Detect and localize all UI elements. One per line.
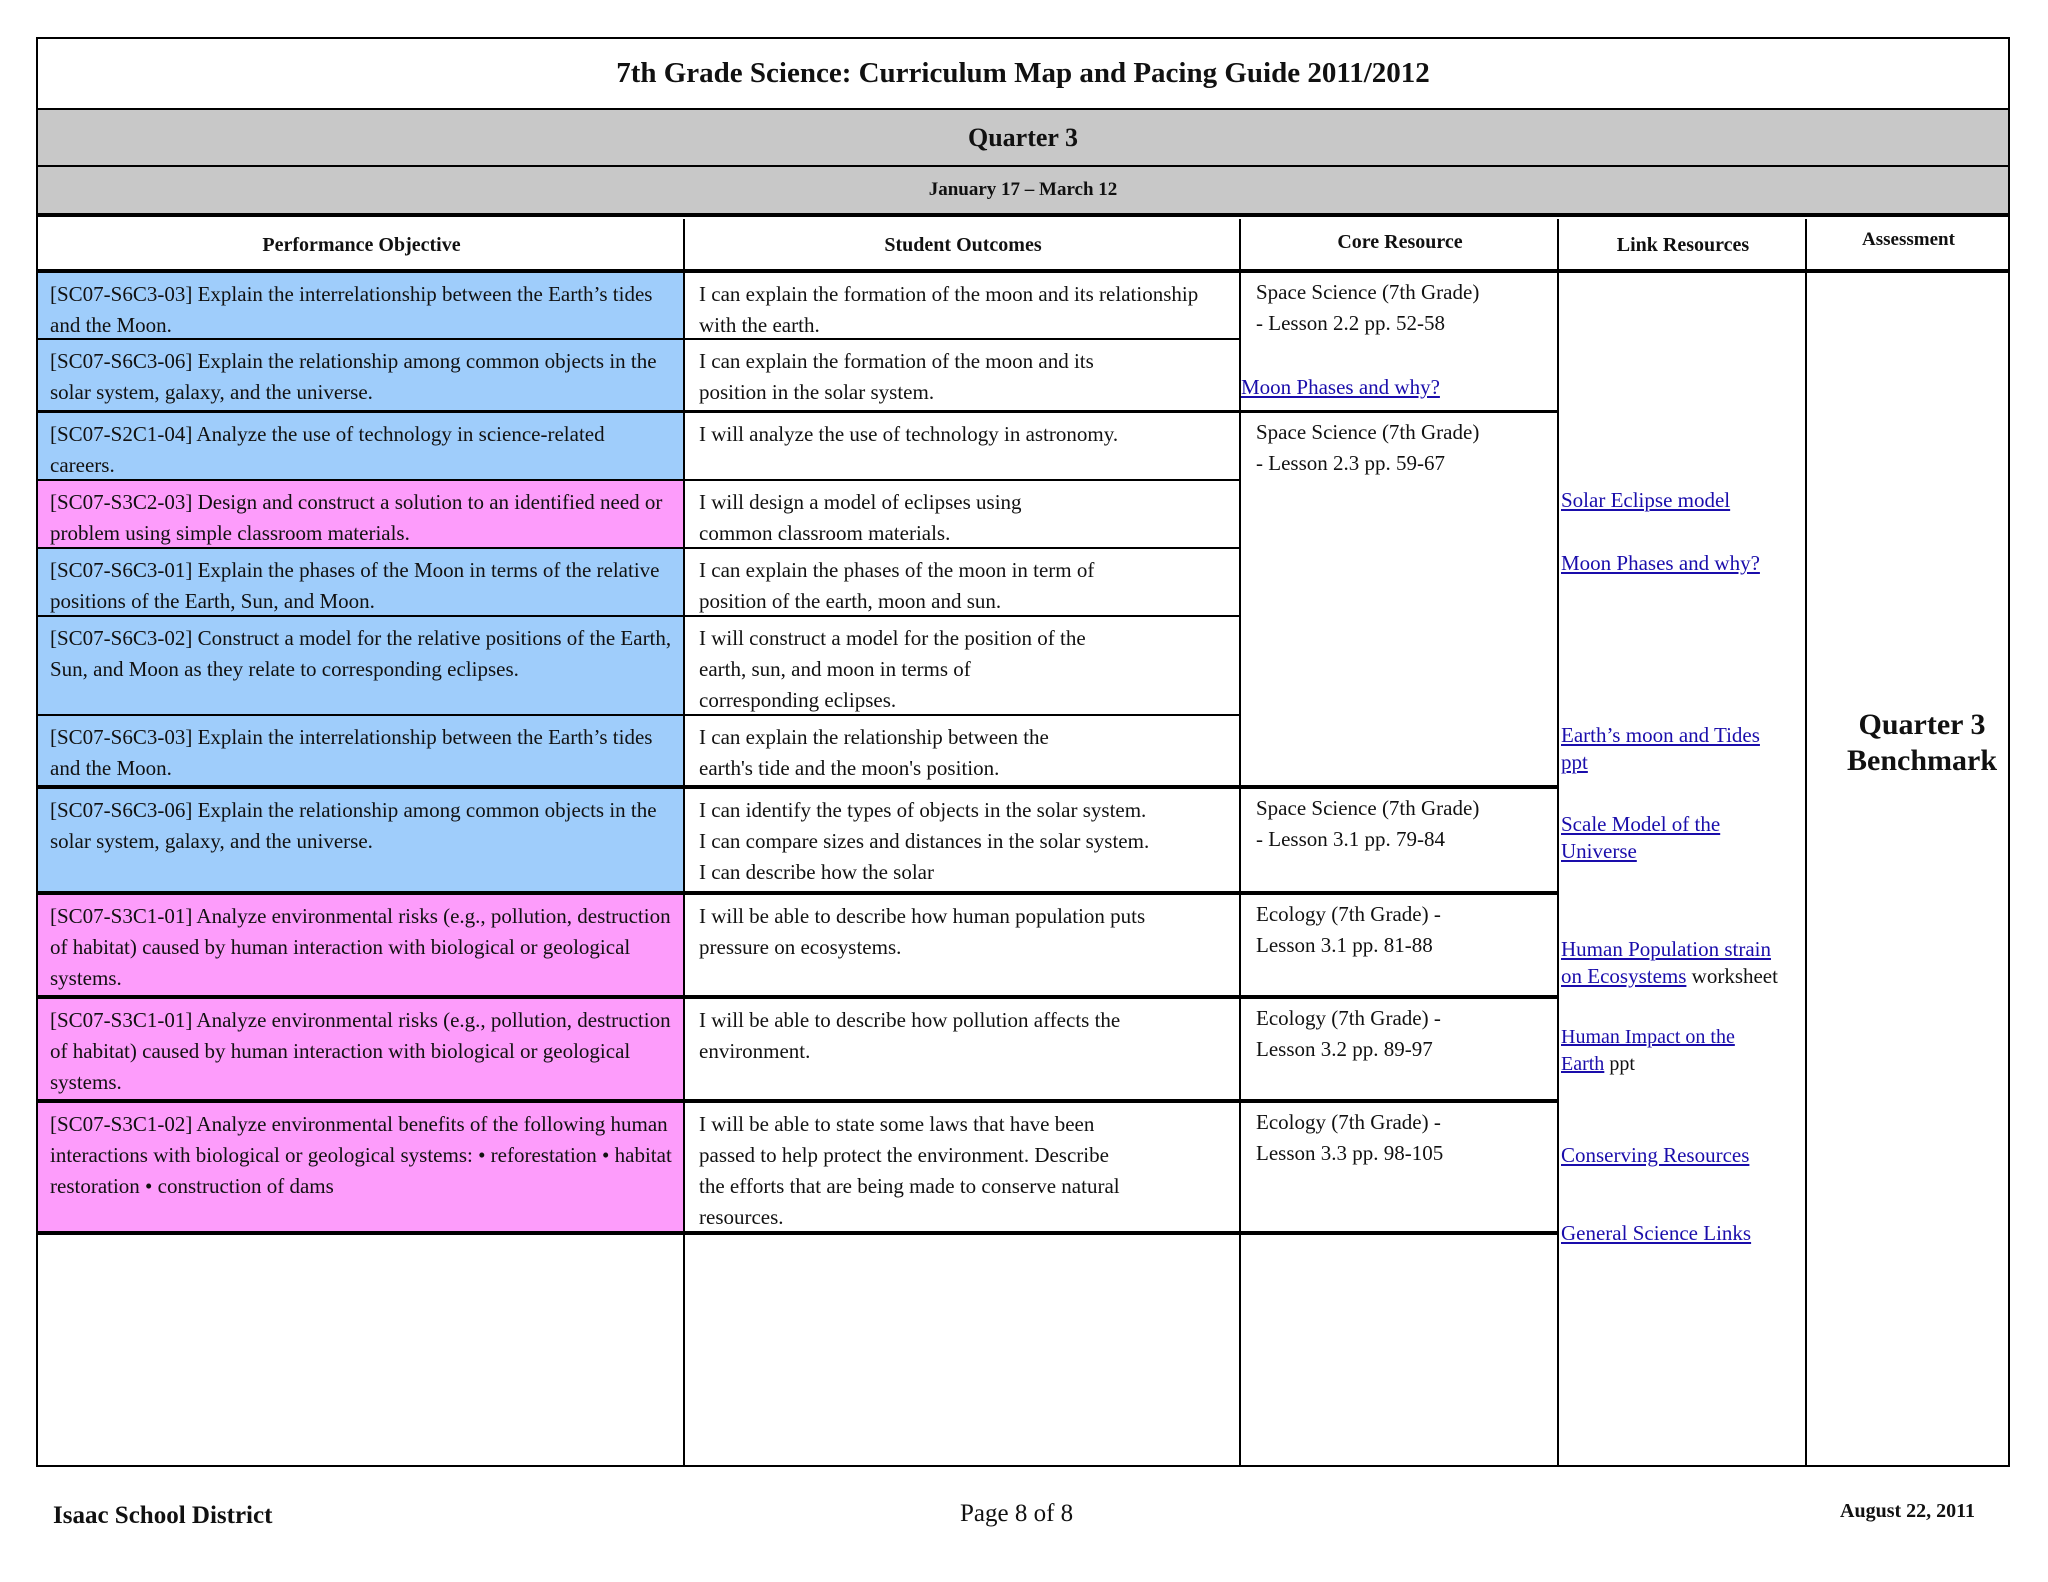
- row-divider: [38, 615, 1241, 617]
- objective-cell: [SC07-S6C3-03] Explain the interrelationship between the Earth’s tides and the Moon.: [38, 273, 685, 338]
- link-earths-moon-tides-ppt[interactable]: ppt: [1561, 750, 1588, 774]
- link-human-impact-earth[interactable]: Earth: [1561, 1053, 1605, 1075]
- row-divider: [38, 479, 1241, 481]
- row-divider: [38, 410, 1559, 413]
- link-earths-moon-tides[interactable]: Earth’s moon and Tides: [1561, 723, 1760, 747]
- core-resource-block: [1243, 789, 1559, 859]
- link-suffix: ppt: [1604, 1053, 1635, 1075]
- link-scale-model[interactable]: Scale Model of the: [1561, 812, 1721, 836]
- core-resource-line: Lesson 3.2 pp. 89-97: [1256, 1037, 1433, 1061]
- link-block: [1561, 811, 1720, 865]
- row-divider: [38, 547, 1241, 549]
- link-human-impact[interactable]: Human Impact on the: [1561, 1026, 1735, 1048]
- page-title: 7th Grade Science: Curriculum Map and Pacing Guide 2011/2012: [38, 39, 2008, 110]
- link-block: [1561, 936, 1778, 990]
- objective-cell: [SC07-S3C2-03] Design and construct a solution to an identified need or problem using simple classroom materials.: [38, 481, 685, 547]
- objective-cell: [SC07-S6C3-03] Explain the interrelationship between the Earth’s tides and the Moon.: [38, 716, 685, 785]
- link-human-population[interactable]: Human Population strain: [1561, 937, 1771, 961]
- outcome-cell: I can identify the types of objects in the solar system. I can compare sizes and distances in the solar system. I can describe how the solar: [699, 798, 1150, 884]
- column-header-objective: Performance Objective: [262, 233, 461, 256]
- objective-cell: [SC07-S3C1-01] Analyze environmental risks (e.g., pollution, destruction of habitat) caused by human interaction with biological or geological systems.: [38, 895, 685, 995]
- objective-cell: [SC07-S6C3-01] Explain the phases of the Moon in terms of the relative positions of the Earth, Sun, and Moon.: [38, 549, 685, 615]
- outcome-cell: I will be able to describe how pollution affects the environment.: [699, 1008, 1121, 1063]
- core-resource-line: Ecology (7th Grade) -: [1256, 902, 1441, 926]
- outcome-cell: I can explain the formation of the moon and its position in the solar system.: [699, 349, 1094, 404]
- date-range: January 17 – March 12: [38, 167, 2008, 217]
- core-resource-line: Lesson 3.3 pp. 98-105: [1256, 1141, 1444, 1165]
- core-resource-line: Ecology (7th Grade) -: [1256, 1110, 1441, 1134]
- assessment-line: Quarter 3: [1858, 708, 1986, 741]
- quarter-heading: Quarter 3: [38, 110, 2008, 167]
- assessment-label: [1834, 707, 2010, 779]
- objective-cell: [SC07-S3C1-02] Analyze environmental benefits of the following human interactions with biological or geological systems: • reforestation • habitat restoration • construction of dams: [38, 1103, 685, 1231]
- link-block: [1561, 550, 1760, 577]
- column-header-core: Core Resource: [1337, 231, 1463, 253]
- row-divider: [38, 995, 1559, 999]
- footer-page-number: Page 8 of 8: [960, 1500, 1074, 1527]
- outcome-cell: I will be able to describe how human population puts pressure on ecosystems.: [699, 904, 1146, 959]
- link-block: [1561, 1220, 1751, 1247]
- link-human-population-ecosystems[interactable]: on Ecosystems: [1561, 964, 1687, 988]
- objective-cell: [SC07-S2C1-04] Analyze the use of technology in science-related careers.: [38, 413, 685, 479]
- row-divider: [38, 338, 1241, 340]
- core-resource-line: Space Science (7th Grade): [1256, 420, 1480, 444]
- outcome-cell: I will construct a model for the position of the earth, sun, and moon in terms of corresponding eclipses.: [699, 626, 1086, 712]
- column-header-assessment: Assessment: [1862, 229, 1955, 250]
- core-resource-line: - Lesson 2.3 pp. 59-67: [1256, 451, 1445, 475]
- link-block: [1561, 487, 1730, 514]
- core-resource-block: [1243, 273, 1559, 343]
- column-header-links: Link Resources: [1616, 233, 1750, 256]
- core-resource-block: [1243, 413, 1559, 483]
- core-resource-block: [1243, 1103, 1559, 1173]
- outcome-cell: I will design a model of eclipses using common classroom materials.: [699, 490, 1022, 545]
- objective-cell: [SC07-S3C1-01] Analyze environmental risks (e.g., pollution, destruction of habitat) caused by human interaction with biological or geological systems.: [38, 999, 685, 1099]
- row-divider: [38, 269, 2010, 273]
- column-divider: [1239, 219, 1241, 1467]
- assessment-line: Benchmark: [1847, 744, 1997, 777]
- link-solar-eclipse-model[interactable]: Solar Eclipse model: [1561, 488, 1731, 512]
- core-resource-line: Space Science (7th Grade): [1256, 280, 1480, 304]
- link-general-science[interactable]: General Science Links: [1561, 1221, 1752, 1245]
- link-moon-phases[interactable]: Moon Phases and why?: [1561, 551, 1760, 575]
- footer-date: August 22, 2011: [1840, 1500, 1976, 1522]
- row-divider: [38, 714, 1241, 716]
- core-resource-line: - Lesson 3.1 pp. 79-84: [1256, 827, 1445, 851]
- objective-cell: [SC07-S6C3-06] Explain the relationship among common objects in the solar system, galaxy, and the universe.: [38, 340, 685, 410]
- link-conserving-resources[interactable]: Conserving Resources: [1561, 1143, 1750, 1167]
- column-divider: [1557, 219, 1559, 1467]
- column-divider: [1805, 219, 1807, 1467]
- objective-cell: [SC07-S6C3-02] Construct a model for the relative positions of the Earth, Sun, and Moon as they relate to corresponding eclipses.: [38, 617, 685, 714]
- link-block: [1561, 1024, 1735, 1078]
- row-divider: [38, 785, 1559, 789]
- outcome-cell: I will be able to state some laws that have been passed to help protect the environment. Describe the efforts that are being made to conserve natural resources.: [699, 1112, 1120, 1229]
- core-resource-block: [1243, 895, 1559, 965]
- core-resource-line: - Lesson 2.2 pp. 52-58: [1256, 311, 1445, 335]
- link-block: [1561, 722, 1760, 776]
- column-divider: [683, 219, 685, 1467]
- objective-cell: [SC07-S6C3-06] Explain the relationship among common objects in the solar system, galaxy, and the universe.: [38, 789, 685, 891]
- outcome-cell: I can explain the relationship between the earth's tide and the moon's position.: [699, 725, 1049, 780]
- row-divider: [38, 891, 1559, 895]
- row-divider: [38, 1231, 1559, 1235]
- row-divider: [38, 1099, 1559, 1103]
- curriculum-table: [36, 37, 2010, 1467]
- core-link-moon-phases[interactable]: Moon Phases and why?: [1241, 375, 1440, 399]
- outcome-cell: I can explain the phases of the moon in term of position of the earth, moon and sun.: [699, 558, 1095, 613]
- column-header-outcomes: Student Outcomes: [884, 233, 1042, 256]
- core-resource-line: Lesson 3.1 pp. 81-88: [1256, 933, 1433, 957]
- link-scale-model-universe[interactable]: Universe: [1561, 839, 1637, 863]
- footer-district: Isaac School District: [53, 1502, 273, 1529]
- outcome-cell: I will analyze the use of technology in astronomy.: [699, 422, 1119, 446]
- outcome-cell: I can explain the formation of the moon and its relationship with the earth.: [699, 282, 1199, 337]
- link-suffix: worksheet: [1686, 964, 1778, 988]
- core-resource-block: [1243, 999, 1559, 1069]
- core-resource-line: Ecology (7th Grade) -: [1256, 1006, 1441, 1030]
- core-resource-line: Space Science (7th Grade): [1256, 796, 1480, 820]
- link-block: [1561, 1142, 1749, 1169]
